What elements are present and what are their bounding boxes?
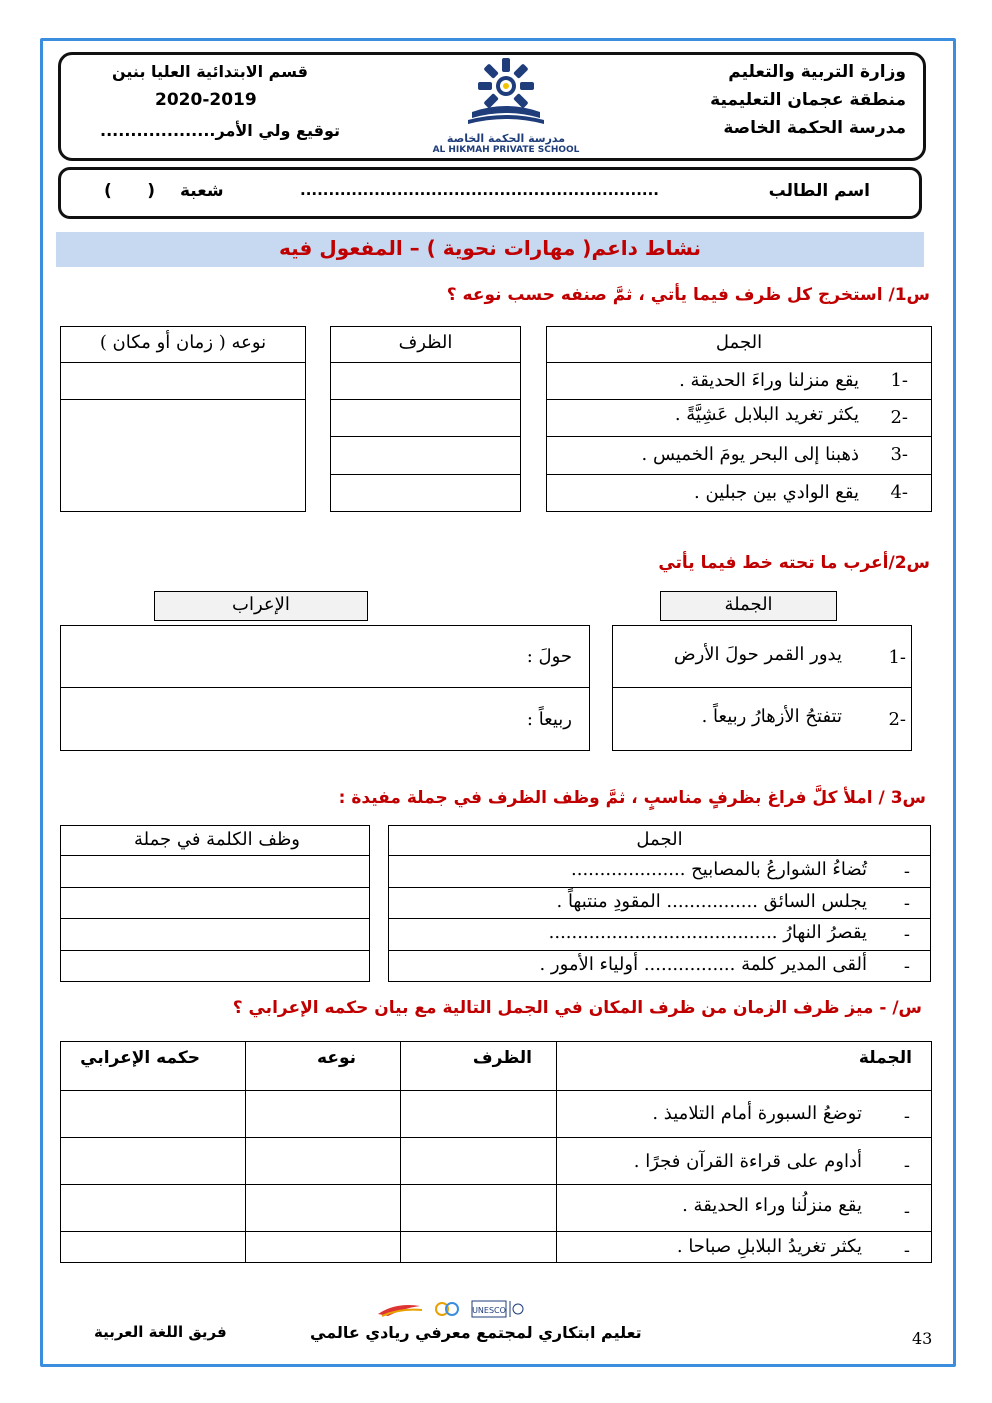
dash: - <box>903 893 910 914</box>
footer-team: فريق اللغة العربية <box>94 1323 227 1341</box>
q3-col-usage: وظف الكلمة في جملة <box>133 829 300 850</box>
q2-parsing-header <box>154 591 368 621</box>
q1-row-text: يكثر تغريد البلابل عَشِيَّةً . <box>674 404 859 425</box>
q4-row-text: توضعُ السبورة أمام التلاميذ . <box>652 1103 862 1124</box>
q4-col-ruling: حكمه الإعرابي <box>80 1048 200 1068</box>
q3-row-text: يجلس السائق ................ المقودِ منتبهاً . <box>556 891 867 912</box>
q1-row-text: يقع الوادي بين جبلين . <box>694 482 859 503</box>
logo-english-name: AL HIKMAH PRIVATE SCHOOL <box>432 145 580 155</box>
dash: - <box>903 924 910 945</box>
q1-col-sentences: الجمل <box>715 332 763 353</box>
activity-title: نشاط داعم( مهارات نحوية ) – المفعول فيه <box>278 236 702 260</box>
logo-arabic-name: مدرسة الحكمة الخاصة <box>446 132 566 145</box>
q2-col-parsing: الإعراب <box>232 594 290 615</box>
department-label: قسم الابتدائية العليا بنين <box>112 62 308 81</box>
q3-row-text: يقصرُ النهارُ ........................................ <box>548 922 867 943</box>
q2-sentence-header <box>660 591 837 621</box>
dash: - <box>903 956 910 977</box>
q3-row-text: ألقى المدير كلمة ................ أولياء الأمور . <box>539 954 867 975</box>
dash: - <box>903 861 910 882</box>
q2-row-num: -2 <box>888 709 906 730</box>
student-name-label: اسم الطالب <box>768 181 870 201</box>
q1-row-num: -3 <box>890 444 908 465</box>
q2-row-text: تتفتحُ الأزهارُ ربيعاً . <box>701 706 842 727</box>
q4-col-adverb: الظرف <box>472 1048 532 1068</box>
dash: - <box>903 1240 910 1261</box>
section-label: شعبة <box>180 181 224 201</box>
zone-label: منطقة عجمان التعليمية <box>710 90 906 110</box>
page-number: 43 <box>912 1329 933 1348</box>
guardian-signature: توقيع ولي الأمر................... <box>100 121 340 140</box>
q1-type-table <box>60 326 306 512</box>
q1-col-type: نوعه ( زمان أو مكان ) <box>99 332 267 353</box>
q4-prompt: س/ - ميز ظرف الزمان من ظرف المكان في الجمل التالية مع بيان حكمه الإعرابي ؟ <box>232 998 922 1018</box>
q3-col-sentences: الجمل <box>636 829 683 850</box>
q4-col-sentence: الجملة <box>858 1048 912 1068</box>
q2-parsing-table <box>60 625 590 751</box>
q2-prompt: س2/أعرب ما تحته خط فيما يأتي <box>658 553 930 573</box>
q3-prompt: س3 / املأ كلَّ فراغ بظرفٍ مناسبٍ ، ثمَّ وظف الظرف في جملة مفيدة : <box>338 788 926 808</box>
student-name-field[interactable]: ............................................................... <box>300 181 659 199</box>
q2-row-text: يدور القمر حولَ الأرض <box>673 644 842 665</box>
q4-row-text: يقع منزلُنا وراء الحديقة . <box>682 1195 862 1216</box>
q3-row-text: تُضاءُ الشوارعُ بالمصابيح .................... <box>571 859 867 880</box>
q2-word: ربيعاً : <box>526 709 572 730</box>
school-emblem-icon <box>432 56 580 128</box>
q2-row-num: -1 <box>888 647 906 668</box>
q2-col-sentence: الجملة <box>724 594 773 615</box>
q4-row-text: يكثر تغريدُ البلابلِ صباحا . <box>676 1236 862 1257</box>
school-year: 2020-2019 <box>155 90 257 110</box>
q1-col-adverb: الظرف <box>398 332 453 353</box>
q1-adverb-table <box>330 326 521 512</box>
q1-row-num: -1 <box>890 370 908 391</box>
section-field[interactable]: ( ) <box>104 181 156 201</box>
q1-row-num: -4 <box>890 482 908 503</box>
q4-col-type: نوعه <box>317 1048 356 1068</box>
q1-row-num: -2 <box>890 407 908 428</box>
q2-word: حولَ : <box>526 646 572 667</box>
school-logo <box>432 56 580 154</box>
q1-prompt: س1/ استخرج كل ظرف فيما يأتي ، ثمَّ صنفه حسب نوعه ؟ <box>446 285 930 305</box>
dash: - <box>903 1155 910 1176</box>
school-label: مدرسة الحكمة الخاصة <box>723 118 906 138</box>
dash: - <box>903 1201 910 1222</box>
q1-row-text: ذهبنا إلى البحر يومَ الخميس . <box>641 444 859 465</box>
dash: - <box>903 1106 910 1127</box>
footer-logos-icon <box>376 1298 526 1320</box>
q4-row-text: أداوم على قراءة القرآن فجرًا . <box>633 1151 862 1172</box>
ministry-label: وزارة التربية والتعليم <box>728 62 906 82</box>
footer-logo-tag: UNESCO <box>472 1306 506 1315</box>
footer-slogan: تعليم ابتكاري لمجتمع معرفي ريادي عالمي <box>310 1323 642 1342</box>
q1-row-text: يقع منزلنا وراءَ الحديقة . <box>679 370 859 391</box>
